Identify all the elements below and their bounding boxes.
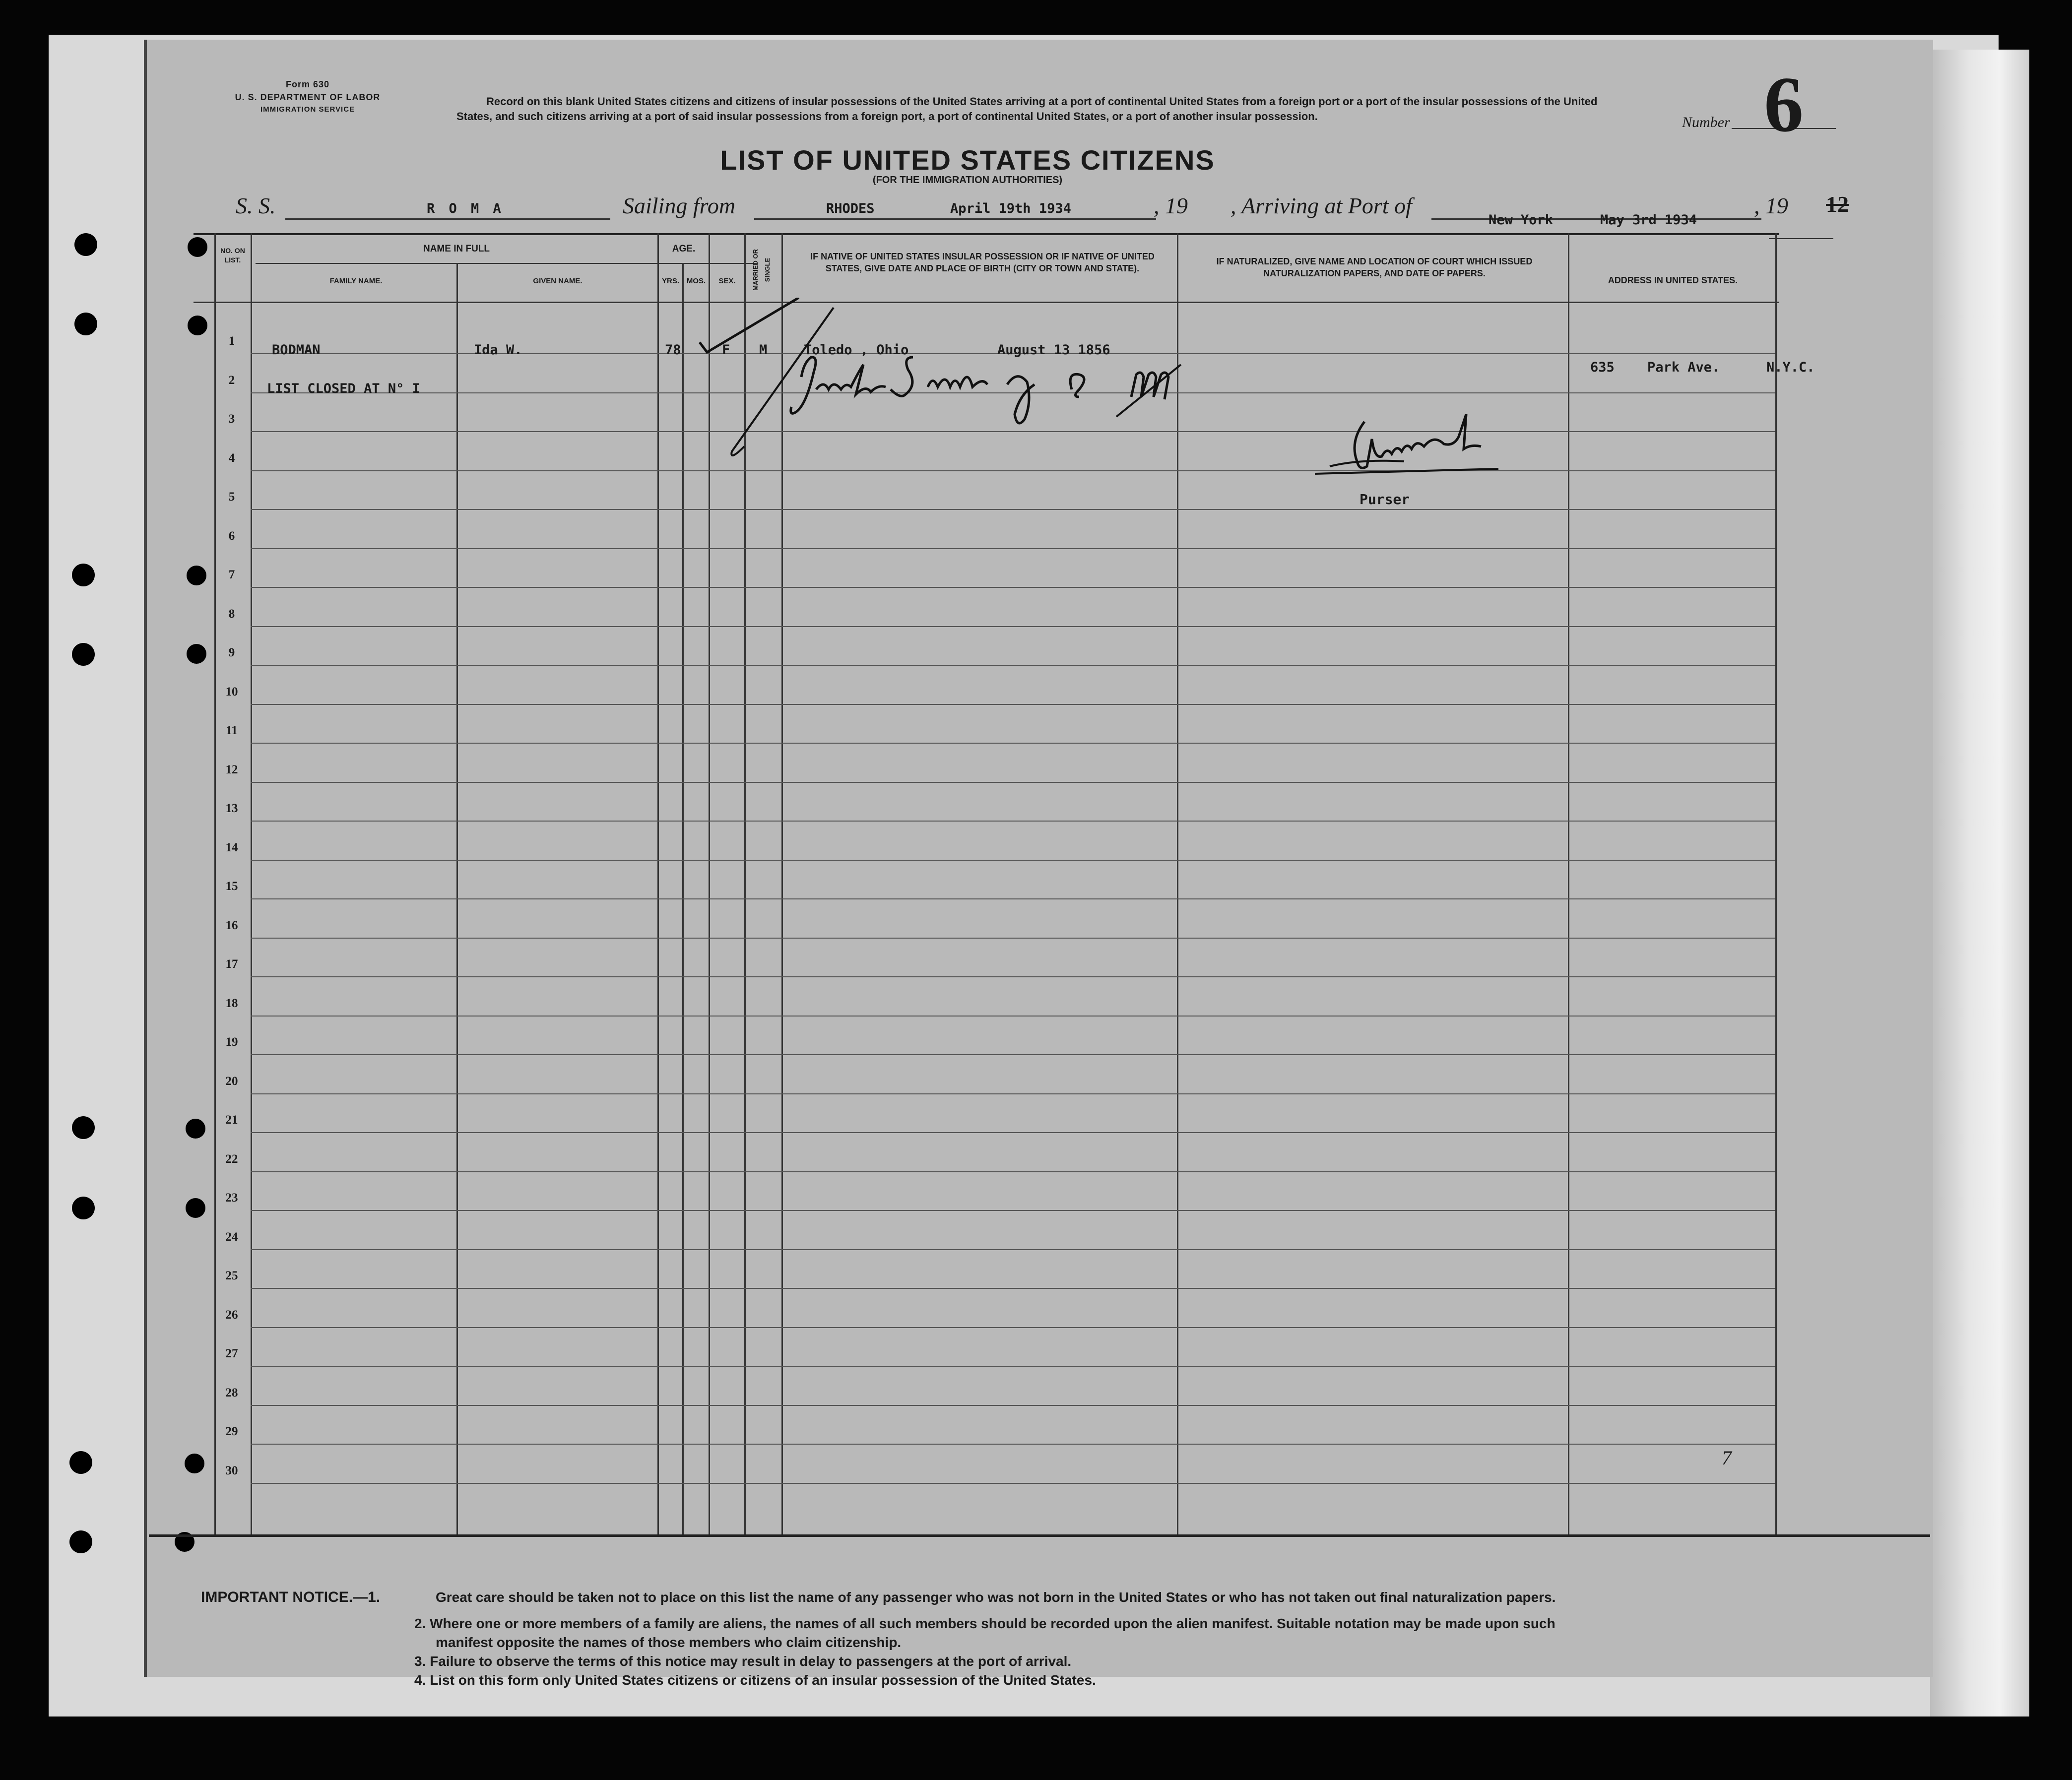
col-header-age: AGE. (672, 244, 696, 254)
row-line (251, 626, 1775, 627)
arrival-port: New York (1489, 212, 1554, 228)
row-line (251, 1016, 1775, 1017)
punch-hole (72, 643, 95, 666)
row-line (251, 1288, 1775, 1289)
row-line (251, 1444, 1775, 1445)
col-header-yrs: YRS. (661, 277, 679, 285)
entry-family-name: BODMAN (272, 342, 321, 358)
row-number: 16 (225, 918, 238, 932)
arriving-label: , Arriving at Port of (1230, 193, 1412, 218)
ship-name: R O M A (427, 201, 504, 216)
row-number: 20 (225, 1074, 238, 1088)
row-number: 27 (225, 1347, 238, 1360)
purser-label: Purser (1360, 491, 1410, 508)
row-line (251, 587, 1775, 588)
sailing-underline (754, 218, 1156, 220)
punch-hole (69, 1530, 92, 1553)
arrival-date: May 3rd 1934 (1600, 212, 1697, 228)
col-header-name: NAME IN FULL (423, 244, 490, 254)
row-line (251, 1093, 1775, 1094)
notice-item-3: 3. Failure to observe the terms of this notice may result in delay to passengers at the port of arrival. (414, 1653, 1072, 1669)
col-header-mos: MOS. (686, 277, 706, 285)
punch-hole (74, 313, 97, 335)
row-line (251, 898, 1775, 899)
col-line (456, 263, 458, 1536)
row-number: 13 (225, 802, 238, 815)
punch-hole (69, 1451, 92, 1474)
row-number: 26 (225, 1308, 238, 1322)
row-number: 28 (225, 1386, 238, 1399)
sailing-port: RHODES (826, 201, 875, 216)
notice-item-4: 4. List on this form only United States citizens or citizens of an insular possession of the United States. (414, 1672, 1096, 1688)
row-number: 14 (225, 840, 238, 854)
row-line (251, 1366, 1775, 1367)
punch-hole (72, 564, 95, 586)
row-number: 1 (228, 334, 235, 348)
col-header-marital: MARRIED OR SINGLE (752, 249, 771, 291)
row-number: 4 (228, 451, 235, 465)
row-number: 22 (225, 1152, 238, 1166)
row-number: 3 (228, 412, 235, 426)
row-number: 24 (225, 1230, 238, 1244)
row-line (251, 976, 1775, 977)
row-number: 7 (228, 568, 235, 581)
row-number: 21 (225, 1113, 238, 1127)
notice-item-2-cont: manifest opposite the names of those members who claim citizenship. (436, 1635, 902, 1650)
punch-hole (72, 1197, 95, 1219)
entry-address-number: 635 (1590, 360, 1615, 375)
col-header-sex: SEX. (718, 277, 736, 285)
row-number: 23 (225, 1191, 238, 1205)
row-line (251, 1405, 1775, 1406)
sailing-date: April 19th 1934 (950, 201, 1071, 216)
row-number: 15 (225, 880, 238, 893)
corner-mark: 12 (1826, 191, 1849, 217)
table-bottom (149, 1534, 1930, 1537)
row-line (251, 821, 1775, 822)
row-number: 5 (228, 490, 235, 504)
col-line (1568, 233, 1569, 1536)
notice-item-1: Great care should be taken not to place on this list the name of any passenger who was not born in the United States or who has not taken out final naturalization papers. (436, 1589, 1556, 1605)
row-line (251, 1210, 1775, 1211)
entry-address-city: N.Y.C. (1766, 360, 1815, 375)
sailing-from-label: Sailing from (623, 193, 736, 218)
row-line (251, 782, 1775, 783)
row-line (251, 548, 1775, 549)
row-line (251, 743, 1775, 744)
row-number: 30 (225, 1463, 238, 1477)
check-mark (700, 298, 799, 352)
row-line (251, 938, 1775, 939)
entry-marital: M (759, 342, 768, 358)
row-line (251, 1132, 1775, 1133)
list-closed-note: LIST CLOSED AT N° I (267, 381, 420, 396)
col-line (1775, 233, 1777, 1536)
entry-sex: F (722, 342, 730, 358)
form-subtitle: (FOR THE IMMIGRATION AUTHORITIES) (872, 175, 1063, 186)
list-number: 6 (1764, 60, 1804, 148)
number-label: Number (1682, 114, 1730, 130)
entry-age: 78 (665, 342, 681, 358)
row-line (251, 1327, 1775, 1328)
service-label: IMMIGRATION SERVICE (260, 105, 355, 114)
row-line (251, 1483, 1775, 1484)
margin-mark: 7 (1722, 1447, 1732, 1469)
row-line (251, 665, 1775, 666)
purser-signature (1310, 412, 1508, 486)
row-number: 17 (225, 957, 238, 971)
col-line (682, 263, 684, 1536)
year-label-1: , 19 (1154, 193, 1188, 218)
col-header-family: FAMILY NAME. (329, 277, 383, 285)
row-number: 18 (225, 996, 238, 1010)
row-number: 2 (228, 373, 235, 387)
col-line (251, 233, 252, 1536)
col-line (657, 233, 659, 1536)
row-line (251, 860, 1775, 861)
row-number: 11 (226, 724, 238, 737)
form-title: LIST OF UNITED STATES CITIZENS (720, 144, 1215, 176)
row-line (251, 1171, 1775, 1172)
col-header-given: GIVEN NAME. (533, 277, 583, 285)
header-divider (256, 263, 757, 264)
row-number: 12 (225, 763, 238, 776)
col-header-address: ADDRESS IN UNITED STATES. (1608, 275, 1738, 285)
form-number: Form 630 (285, 79, 330, 89)
year-label-2: , 19 (1754, 193, 1788, 218)
row-number: 8 (228, 607, 235, 621)
stacked-pages-edge (1930, 50, 2029, 1716)
row-number: 25 (225, 1269, 238, 1282)
col-header-no: NO. ON LIST. (220, 247, 245, 264)
entry-birth-date: August 13 1856 (997, 342, 1110, 358)
instruction-text: Record on this blank United States citizens and citizens of insular possessions of the United States arriving at a port of continental United States from a foreign port or a port of the insular possessions of the United States, and such citizens arriving at a port of said insular possessions from a foreign port, a port of continental United States, or a port of another insular possession. (456, 95, 1598, 123)
punch-hole (74, 233, 97, 256)
row-number: 19 (225, 1035, 238, 1049)
row-number: 10 (225, 685, 238, 699)
handwritten-annotations (685, 298, 1330, 486)
row-line (251, 704, 1775, 705)
entry-birth-place: Toledo , Ohio (804, 342, 909, 358)
row-line (251, 509, 1775, 510)
col-header-birth: IF NATIVE OF UNITED STATES INSULAR POSSESSION OR IF NATIVE OF UNITED STATES, GIVE DATE AND PLACE OF BIRTH (CITY OR TOWN AND STATE). (810, 252, 1155, 273)
notice-heading: IMPORTANT NOTICE.—1. (201, 1589, 381, 1605)
ship-underline (285, 218, 610, 220)
row-number: 6 (228, 529, 235, 543)
entry-given-name: Ida W. (474, 342, 522, 358)
notice-item-2: 2. Where one or more members of a family are aliens, the names of all such members should be recorded upon the alien manifest. Suitable notation may be made upon such (414, 1616, 1555, 1631)
entry-address-street: Park Ave. (1647, 360, 1720, 375)
department-label: U. S. DEPARTMENT OF LABOR (235, 92, 381, 102)
row-line (251, 1054, 1775, 1055)
col-header-naturalized: IF NATURALIZED, GIVE NAME AND LOCATION OF COURT WHICH ISSUED NATURALIZATION PAPERS, AND DATE OF PAPERS. (1216, 256, 1533, 278)
row-number: 9 (228, 646, 235, 659)
ss-label: S. S. (236, 193, 276, 218)
row-number: 29 (225, 1425, 238, 1438)
punch-hole (72, 1116, 95, 1139)
arrival-underline (1431, 218, 1761, 220)
row-line (251, 1249, 1775, 1250)
